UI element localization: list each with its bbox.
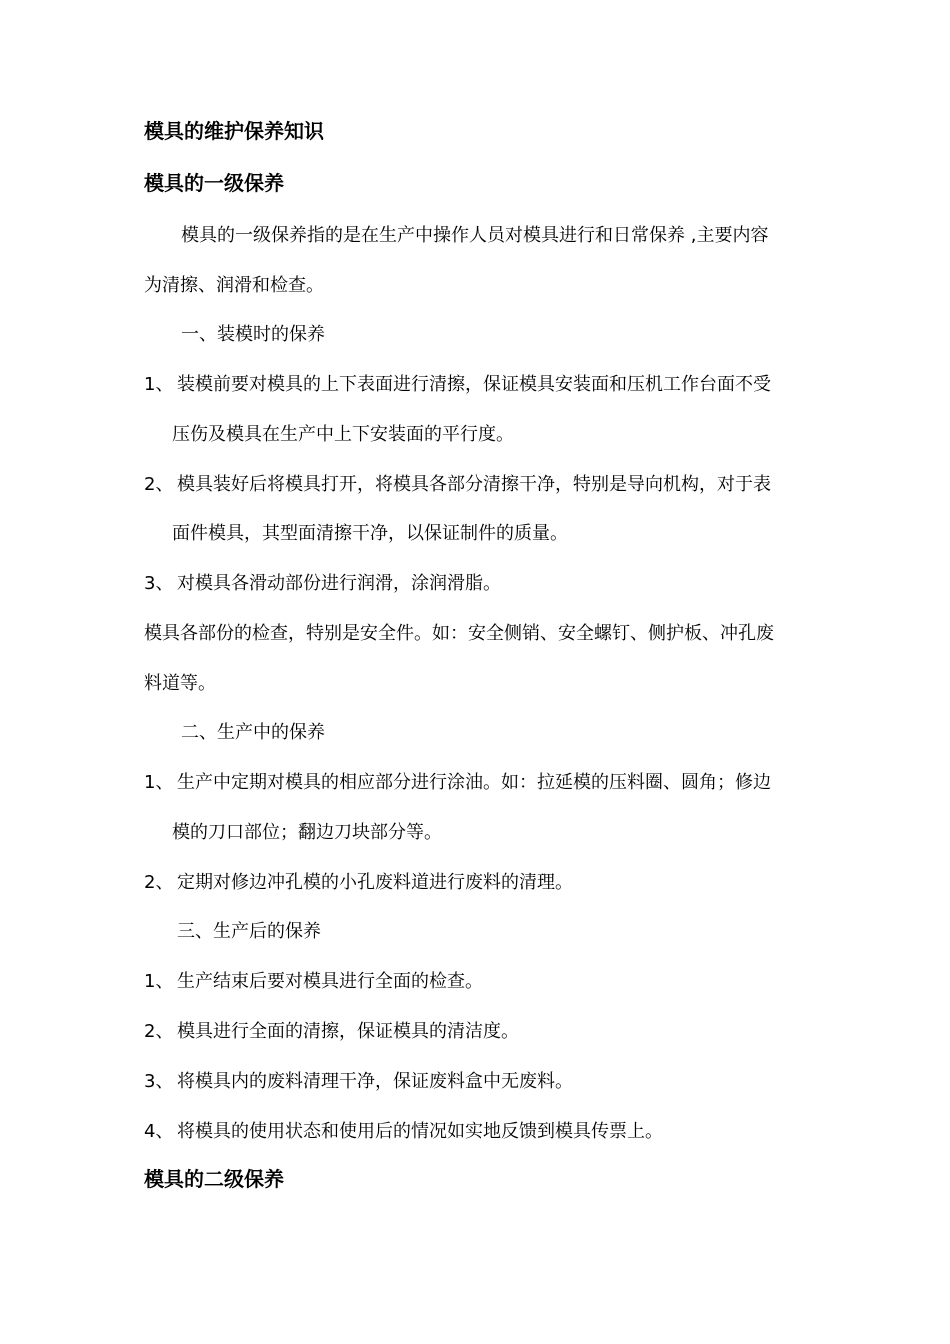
list-item <box>144 1120 663 1144</box>
intro-paragraph-line1: 模具的一级保养指的是在生产中操作人员对模具进行和日常保养 ,主要内容 <box>181 225 769 246</box>
list-item-number: 4、 <box>144 1121 174 1142</box>
list-item-text: 将模具内的废料清理干净，保证废料盒中无废料。 <box>177 1071 573 1092</box>
list-item-number: 2、 <box>144 1021 174 1042</box>
list-item <box>144 572 501 596</box>
list-item-continuation: 压伤及模具在生产中上下安装面的平行度。 <box>172 424 514 445</box>
list-item-continuation: 面件模具，其型面清擦干净，以保证制件的质量。 <box>172 523 568 544</box>
list-item-number: 3、 <box>144 1071 174 1092</box>
subheading-during-production: 二、生产中的保养 <box>181 722 325 743</box>
section-heading-level1: 模具的一级保养 <box>144 171 284 195</box>
list-item-text: 模具进行全面的清擦，保证模具的清洁度。 <box>177 1021 519 1042</box>
intro-paragraph-line2: 为清擦、润滑和检查。 <box>144 275 324 296</box>
list-item-text: 将模具的使用状态和使用后的情况如实地反馈到模具传票上。 <box>177 1121 663 1142</box>
list-item-text: 模具装好后将模具打开，将模具各部分清擦干净，特别是导向机构，对于表 <box>177 474 771 495</box>
list-item <box>144 1020 519 1044</box>
subheading-after-production: 三、生产后的保养 <box>177 921 321 942</box>
list-item-number: 2、 <box>144 872 174 893</box>
list-item-number: 1、 <box>144 971 174 992</box>
list-item-text: 生产结束后要对模具进行全面的检查。 <box>177 971 483 992</box>
list-item <box>144 373 771 397</box>
section-heading-level2: 模具的二级保养 <box>144 1167 284 1191</box>
list-item-text: 对模具各滑动部份进行润滑，涂润滑脂。 <box>177 573 501 594</box>
list-item <box>144 1070 573 1094</box>
list-item-number: 1、 <box>144 772 174 793</box>
list-item <box>144 771 771 795</box>
list-item-text: 生产中定期对模具的相应部分进行涂油。如：拉延模的压料圈、圆角；修边 <box>177 772 771 793</box>
document-title: 模具的维护保养知识 <box>144 119 324 143</box>
list-item-continuation: 模的刀口部位；翻边刀块部分等。 <box>172 822 442 843</box>
list-item <box>144 871 573 895</box>
list-item <box>144 970 483 994</box>
list-item-number: 2、 <box>144 474 174 495</box>
subheading-mounting: 一、装模时的保养 <box>181 324 325 345</box>
inspection-note-line1: 模具各部份的检查，特别是安全件。如：安全侧销、安全螺钉、侧护板、冲孔废 <box>144 623 774 644</box>
inspection-note-line2: 料道等。 <box>144 673 216 694</box>
list-item-text: 定期对修边冲孔模的小孔废料道进行废料的清理。 <box>177 872 573 893</box>
list-item-number: 1、 <box>144 374 174 395</box>
list-item-text: 装模前要对模具的上下表面进行清擦，保证模具安装面和压机工作台面不受 <box>177 374 771 395</box>
list-item-number: 3、 <box>144 573 174 594</box>
list-item <box>144 473 771 497</box>
